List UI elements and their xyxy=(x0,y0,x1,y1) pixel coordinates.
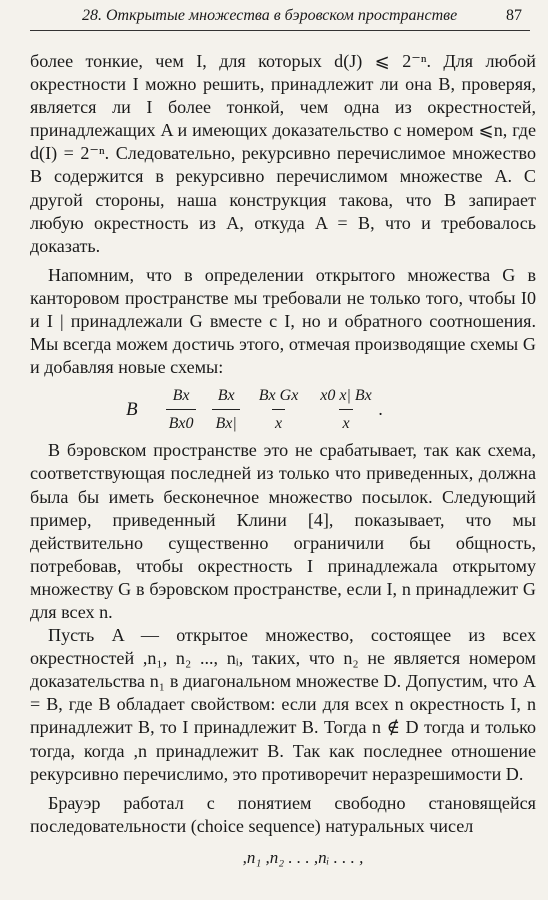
scheme-2-premise: Bx xyxy=(217,386,235,404)
scheme-4-premise: x0 x| Bx xyxy=(320,386,372,404)
paragraph-5: Брауэр работал с понятием свободно становящейся последовательности (choice sequence) натуральных чисел xyxy=(30,792,536,836)
scheme-3-conclusion: x xyxy=(272,409,285,435)
scheme-4-conclusion: x xyxy=(339,409,352,435)
formula-lead: B xyxy=(126,398,138,420)
paragraph-2: Напомним, что в определении открытого множества G в канторовом пространстве мы требовали не только того, чтобы I0 и I | принадлежали G вместе с I, но и обратного соотношения. Мы всегда можем достичь этого, отмечая производящие схемы G и добавляя новые схемы: xyxy=(30,264,536,378)
paragraph-4: Пусть A — открытое множество, состоящее из всех окрестностей ,n₁, n₂ ..., nᵢ, таких, что n₂ не является номером доказательства n₁ в диагональном множестве D. Допустим, что A = B, где B обладает свойством: если для всех n окрестность I, n принадлежит B, то I принадлежит B. Тогда n ∉ D тогда и только тогда, когда ,n принадлежит B. Так как последнее отношение рекурсивно перечислимо, это противоречит неразрешимости D. xyxy=(30,625,536,784)
scheme-1 xyxy=(166,384,197,435)
scheme-1-conclusion: Bx0 xyxy=(166,409,197,435)
scheme-1-premise: Bx xyxy=(172,386,190,404)
scheme-3 xyxy=(256,384,302,435)
scheme-4 xyxy=(317,384,374,435)
scheme-2 xyxy=(212,384,239,435)
paragraph-1: более тонкие, чем I, для которых d(J) ⩽ 2⁻ⁿ. Для любой окрестности I можно решить, принадлежит ли она B, проверяя, является ли I более тонкой, чем одна из окрестностей, принадлежащих A и имеющих доказательство с номером ⩽n, где d(I) = 2⁻ⁿ. Следовательно, рекурсивно перечислимое множество B содержится в рекурсивно перечислимом множестве A. С другой стороны, наша конструкция такова, что B запирает любую окрестность из A, откуда A = B, что и требовалось доказать. xyxy=(30,51,536,256)
formula-end: . xyxy=(378,398,384,419)
running-title: 28. Открытые множества в бэровском пространстве xyxy=(82,7,458,24)
scheme-2-conclusion: Bx| xyxy=(212,409,239,435)
running-header xyxy=(30,4,530,31)
paragraph-3: В бэровском пространстве это не срабатывает, так как схема, соответствующая последней из только что приведенных, должна была бы иметь бесконечное множество посылок. Следующий пример, приведенный Клини [4], показывает, что мы действительно существенно ограничили бы общность, потребовав, чтобы окрестность I принадлежала открытому множеству G в бэровском пространстве, если I, n принадлежит G для всех n. xyxy=(30,440,536,622)
scheme-3-premise: Bx Gx xyxy=(258,386,299,404)
sequence-formula: ,n₁ ,n₂ . . . ,nᵢ . . . , xyxy=(242,847,364,867)
schemes-formula xyxy=(30,383,536,435)
page-body xyxy=(30,50,536,878)
page-number: 87 xyxy=(506,7,522,24)
